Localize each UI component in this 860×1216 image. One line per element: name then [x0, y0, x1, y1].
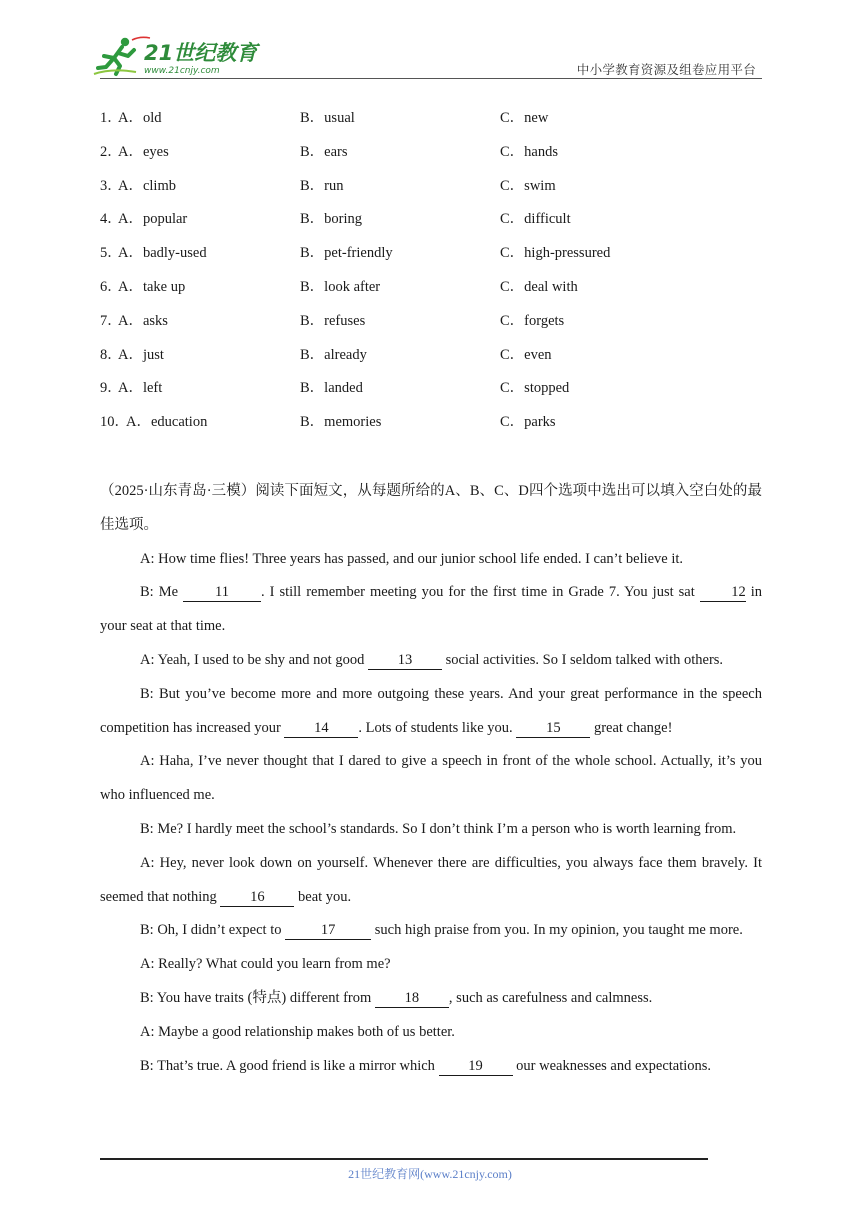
dialogue-text: our weaknesses and expectations. [512, 1057, 712, 1074]
page-footer[interactable]: 21世纪教育网(www.21cnjy.com) [348, 1167, 512, 1181]
svg-text:21世纪教育: 21世纪教育 [144, 41, 258, 65]
blank-13[interactable]: 13 [368, 651, 442, 670]
question-number: 9． [100, 380, 122, 397]
option-b[interactable]: B．run [300, 177, 344, 194]
option-b[interactable]: B．refuses [300, 312, 366, 329]
option-row-6 [100, 273, 760, 307]
option-row-9 [100, 374, 760, 408]
question-number: 5． [100, 245, 122, 262]
option-row-1 [100, 104, 760, 138]
passage-instructions: （2025·山东青岛·三模）阅读下面短文，从每题所给的A、B、C、D四个选项中选出可以填入空白处的最佳选项。 [100, 483, 762, 533]
platform-name: 中小学教育资源及组卷应用平台 [576, 63, 756, 77]
header-divider [100, 78, 762, 79]
option-row-2 [100, 138, 760, 172]
dialogue-text: , such as carefulness and calmness. [448, 989, 653, 1006]
dialogue-text: great change! [590, 719, 673, 736]
blank-14[interactable]: 14 [284, 719, 358, 738]
option-a[interactable]: A．badly-used [118, 245, 207, 262]
option-row-4 [100, 205, 760, 239]
option-b[interactable]: B．already [300, 346, 367, 363]
option-a[interactable]: A．education [126, 414, 208, 431]
dialogue-text: such high praise from you. In my opinion, you taught me more. [371, 922, 743, 939]
option-a[interactable]: A．asks [118, 312, 168, 329]
dialogue-text: B: Oh, I didn’t expect to [140, 922, 286, 939]
dialogue-text: . I still remember meeting you for the first time in Grade 7. You just sat [261, 584, 700, 601]
option-row-5 [100, 239, 760, 273]
blank-17[interactable]: 17 [285, 921, 371, 940]
svg-text:www.21cnjy.com: www.21cnjy.com [144, 66, 220, 76]
dialogue-text: beat you. [294, 888, 352, 905]
blank-15[interactable]: 15 [516, 719, 590, 738]
dialogue-text: social activities. So I seldom talked with others. [441, 651, 724, 668]
option-b[interactable]: B．landed [300, 380, 363, 397]
option-c[interactable]: C．new [500, 110, 549, 126]
dialogue-line: A: Really? What could you learn from me? [140, 956, 391, 973]
blank-11[interactable]: 11 [183, 583, 261, 602]
question-number: 2． [100, 143, 122, 160]
option-c[interactable]: C．high-pressured [500, 245, 611, 262]
option-b[interactable]: B．memories [300, 414, 382, 431]
answer-options-list [100, 104, 760, 442]
question-number: 4． [100, 211, 122, 228]
option-row-8 [100, 341, 760, 375]
dialogue-line [100, 678, 762, 746]
blank-19[interactable]: 19 [439, 1057, 513, 1076]
option-a[interactable]: A．popular [118, 211, 188, 228]
option-row-3 [100, 172, 760, 206]
option-b[interactable]: B．look after [300, 278, 381, 295]
page-header [0, 0, 860, 80]
dialogue-line [100, 576, 762, 644]
option-a[interactable]: A．climb [118, 177, 176, 194]
blank-12[interactable]: 12 [700, 583, 746, 602]
option-row-7 [100, 307, 760, 341]
dialogue-line: A: Haha, I’ve never thought that I dared to give a speech in front of the whole school. Actually, it’s you who influenced me. [100, 753, 762, 804]
dialogue-text: in your seat at that time. [100, 584, 762, 635]
option-b[interactable]: B．usual [300, 110, 355, 126]
dialogue-line [100, 847, 762, 915]
dialogue-text: B: You have traits (特点) different from [140, 989, 375, 1006]
dialogue-line: B: Me? I hardly meet the school’s standards. So I don’t think I’m a person who is worth learning from. [140, 820, 737, 837]
dialogue-line [100, 982, 762, 1016]
blank-18[interactable]: 18 [375, 989, 449, 1008]
option-a[interactable]: A．just [118, 346, 164, 363]
dialogue-text: B: But you’ve become more and more outgoing these years. And your great performance in the speech competition has increased your [100, 685, 762, 736]
option-c[interactable]: C．forgets [500, 312, 565, 329]
option-c[interactable]: C．hands [500, 143, 558, 160]
option-c[interactable]: C．stopped [500, 380, 570, 397]
option-c[interactable]: C．deal with [500, 278, 578, 295]
dialogue-text: A: Hey, never look down on yourself. Whenever there are difficulties, you always face them bravely. It seemed that nothing [100, 854, 762, 905]
option-a[interactable]: A．left [118, 380, 163, 397]
question-number: 6． [100, 278, 122, 295]
option-a[interactable]: A．eyes [118, 143, 169, 160]
dialogue-line [100, 644, 762, 678]
option-a[interactable]: A．old [118, 110, 162, 126]
option-c[interactable]: C．even [500, 346, 552, 363]
question-number: 1． [100, 110, 122, 126]
runner-logo-icon [92, 34, 262, 78]
option-c[interactable]: C．difficult [500, 211, 571, 228]
dialogue-line: A: How time flies! Three years has passed, and our junior school life ended. I can’t believe it. [140, 550, 684, 567]
dialogue-text: B: That’s true. A good friend is like a mirror which [140, 1057, 439, 1074]
option-b[interactable]: B．ears [300, 143, 348, 160]
question-number: 3． [100, 177, 122, 194]
option-b[interactable]: B．pet-friendly [300, 245, 393, 262]
question-number: 7． [100, 312, 122, 329]
reading-passage [100, 475, 762, 1083]
question-number: 8． [100, 346, 122, 363]
dialogue-line [100, 1050, 762, 1084]
dialogue-line: A: Maybe a good relationship makes both of us better. [140, 1023, 455, 1040]
dialogue-text: B: Me [140, 584, 184, 601]
question-number: 10． [100, 414, 129, 431]
dialogue-text: . Lots of students like you. [358, 719, 517, 736]
option-a[interactable]: A．take up [118, 278, 186, 295]
option-b[interactable]: B．boring [300, 211, 363, 228]
dialogue-line [100, 914, 762, 948]
blank-16[interactable]: 16 [220, 888, 294, 907]
option-c[interactable]: C．parks [500, 414, 556, 431]
site-logo[interactable] [92, 34, 262, 78]
option-row-10 [100, 408, 760, 442]
option-c[interactable]: C．swim [500, 177, 556, 194]
dialogue-text: A: Yeah, I used to be shy and not good [140, 651, 368, 668]
footer-divider [100, 1158, 708, 1160]
